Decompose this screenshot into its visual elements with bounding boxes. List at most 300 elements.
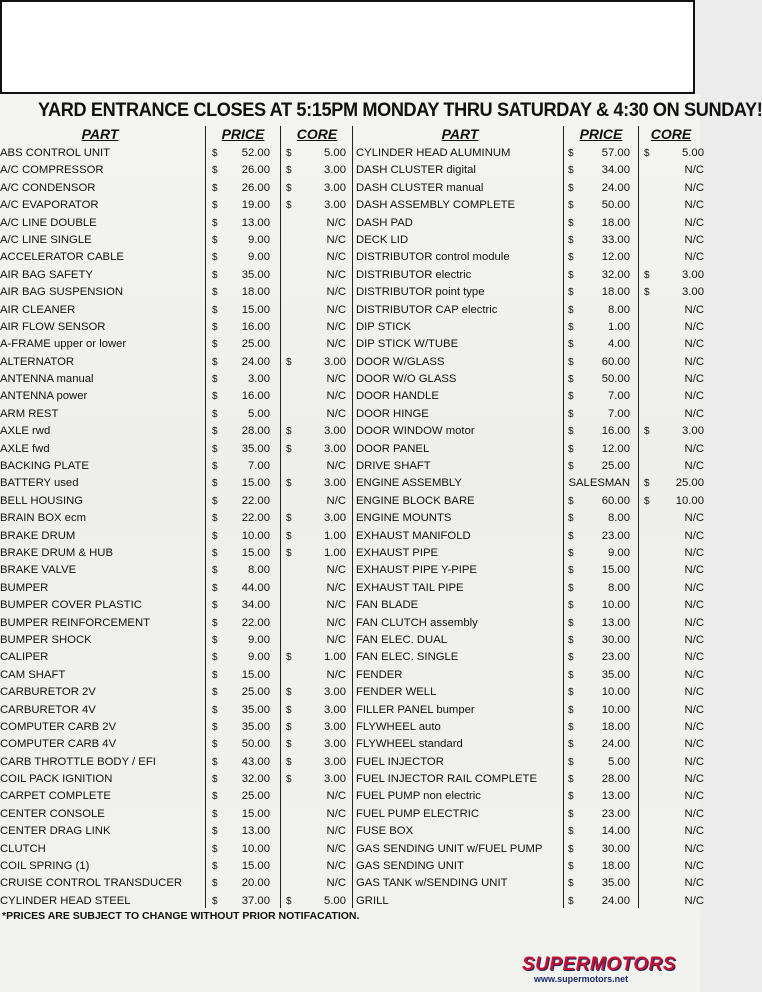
part-row: [356, 580, 704, 597]
part-price: 8.00: [608, 303, 630, 316]
price-dollar-sign: $: [568, 565, 574, 577]
core-charge: N/C: [326, 251, 346, 264]
price-dollar-sign: $: [212, 513, 218, 525]
core-dollar-sign: $: [644, 287, 650, 299]
core-charge: N/C: [326, 790, 346, 803]
core-charge: N/C: [684, 303, 704, 316]
part-price: 30.00: [601, 842, 630, 855]
part-price: 7.00: [248, 460, 270, 473]
part-price: 13.00: [241, 825, 270, 838]
core-dollar-sign: $: [644, 269, 650, 281]
part-row: [356, 336, 704, 353]
part-name: AIR BAG SUSPENSION: [0, 286, 124, 299]
core-charge: N/C: [326, 860, 346, 873]
part-price: 25.00: [241, 790, 270, 803]
price-dollar-sign: $: [568, 304, 574, 316]
part-name: ENGINE BLOCK BARE: [356, 494, 475, 507]
part-name: DRIVE SHAFT: [356, 460, 431, 473]
price-dollar-sign: $: [568, 287, 574, 299]
part-row: [0, 719, 352, 736]
part-name: FUEL INJECTOR: [356, 755, 444, 768]
price-dollar-sign: $: [212, 582, 218, 594]
price-dollar-sign: $: [212, 304, 218, 316]
supermotors-logo: [522, 954, 694, 986]
part-price: 20.00: [241, 877, 270, 890]
part-row: [356, 528, 704, 545]
price-dollar-sign: $: [212, 721, 218, 733]
part-row: [0, 632, 352, 649]
core-charge: N/C: [684, 564, 704, 577]
price-dollar-sign: $: [568, 791, 574, 803]
part-price: 18.00: [601, 286, 630, 299]
core-charge: N/C: [326, 268, 346, 281]
price-dollar-sign: $: [212, 739, 218, 751]
part-price: 28.00: [241, 425, 270, 438]
part-price: 15.00: [241, 303, 270, 316]
part-row: [0, 249, 352, 266]
core-charge: N/C: [326, 616, 346, 629]
part-row: [0, 528, 352, 545]
part-price: 35.00: [241, 720, 270, 733]
part-row: [356, 197, 704, 214]
part-name: CARBURETOR 4V: [0, 703, 96, 716]
core-charge: N/C: [326, 407, 346, 420]
price-dollar-sign: $: [568, 321, 574, 333]
price-dollar-sign: $: [212, 408, 218, 420]
part-name: GAS SENDING UNIT w/FUEL PUMP: [356, 842, 543, 855]
core-dollar-sign: $: [286, 704, 292, 716]
price-dollar-sign: $: [212, 843, 218, 855]
part-price: 12.00: [601, 442, 630, 455]
part-name: BATTERY used: [0, 477, 79, 490]
core-charge: N/C: [684, 894, 704, 907]
price-dollar-sign: $: [568, 878, 574, 890]
price-dollar-sign: $: [212, 426, 218, 438]
core-charge: N/C: [326, 494, 346, 507]
part-row: [0, 267, 352, 284]
part-name: BRAKE DRUM: [0, 529, 76, 542]
core-charge: 3.00: [324, 738, 346, 751]
part-row: [356, 806, 704, 823]
core-charge: N/C: [684, 164, 704, 177]
part-price: 13.00: [241, 216, 270, 229]
part-name: A/C COMPRESSOR: [0, 164, 104, 177]
part-name: BELL HOUSING: [0, 494, 84, 507]
part-row: [356, 736, 704, 753]
part-name: DASH PAD: [356, 216, 413, 229]
core-charge: N/C: [684, 407, 704, 420]
price-dollar-sign: $: [568, 200, 574, 212]
left-core-header: CORE: [296, 126, 338, 142]
price-dollar-sign: $: [568, 182, 574, 194]
core-charge: 3.00: [324, 355, 346, 368]
core-charge: N/C: [684, 651, 704, 664]
core-charge: N/C: [684, 355, 704, 368]
core-charge: 5.00: [324, 147, 346, 159]
part-name: DOOR W/GLASS: [356, 355, 445, 368]
price-dollar-sign: $: [212, 634, 218, 646]
price-dollar-sign: $: [568, 252, 574, 264]
part-row: [0, 336, 352, 353]
core-charge: N/C: [684, 460, 704, 473]
price-dollar-sign: $: [212, 287, 218, 299]
part-name: DISTRIBUTOR control module: [356, 251, 510, 264]
part-row: [356, 406, 704, 423]
part-row: [356, 180, 704, 197]
part-row: [0, 180, 352, 197]
part-name: CYLINDER HEAD ALUMINUM: [356, 147, 511, 159]
part-name: CYLINDER HEAD STEEL: [0, 894, 131, 907]
core-charge: 1.00: [324, 529, 346, 542]
price-dollar-sign: $: [568, 634, 574, 646]
price-dollar-sign: $: [212, 478, 218, 490]
part-row: [356, 267, 704, 284]
part-price: 19.00: [241, 199, 270, 212]
core-charge: N/C: [326, 633, 346, 646]
part-row: [0, 562, 352, 579]
part-price: 15.00: [241, 807, 270, 820]
part-price: 8.00: [248, 564, 270, 577]
core-charge: N/C: [684, 546, 704, 559]
core-charge: N/C: [684, 390, 704, 403]
part-name: DECK LID: [356, 233, 409, 246]
price-dollar-sign: $: [568, 495, 574, 507]
part-row: [0, 875, 352, 892]
part-name: GAS TANK w/SENDING UNIT: [356, 877, 508, 890]
part-row: [0, 702, 352, 719]
part-price: 22.00: [241, 512, 270, 525]
part-price: 15.00: [241, 668, 270, 681]
part-row: [356, 319, 704, 336]
price-dollar-sign: $: [212, 495, 218, 507]
core-charge: N/C: [684, 599, 704, 612]
part-name: CALIPER: [0, 651, 49, 664]
price-dollar-sign: $: [212, 148, 218, 159]
part-name: COIL SPRING (1): [0, 860, 90, 873]
part-row: [356, 145, 704, 162]
price-dollar-sign: $: [212, 356, 218, 368]
part-row: [356, 788, 704, 805]
part-price: 18.00: [601, 720, 630, 733]
part-price: 26.00: [241, 181, 270, 194]
part-price: 25.00: [241, 686, 270, 699]
price-dollar-sign: $: [212, 791, 218, 803]
core-charge: N/C: [684, 338, 704, 351]
part-name: DISTRIBUTOR point type: [356, 286, 485, 299]
part-price: 23.00: [601, 529, 630, 542]
core-charge: N/C: [326, 668, 346, 681]
part-name: AIR CLEANER: [0, 303, 76, 316]
core-charge: N/C: [326, 373, 346, 386]
part-name: BUMPER SHOCK: [0, 633, 92, 646]
part-name: FAN CLUTCH assembly: [356, 616, 478, 629]
price-dollar-sign: $: [212, 217, 218, 229]
part-row: [356, 667, 704, 684]
part-row: [0, 458, 352, 475]
part-row: [356, 441, 704, 458]
part-row: [356, 510, 704, 527]
core-charge: N/C: [684, 442, 704, 455]
core-charge: N/C: [684, 251, 704, 264]
part-row: [0, 197, 352, 214]
core-dollar-sign: $: [286, 148, 292, 159]
core-dollar-sign: $: [286, 774, 292, 786]
part-row: [0, 232, 352, 249]
part-row: [0, 493, 352, 510]
part-row: [0, 215, 352, 232]
left-part-header: PART: [81, 126, 119, 142]
price-dollar-sign: $: [212, 339, 218, 351]
part-name: DISTRIBUTOR CAP electric: [356, 303, 498, 316]
price-dollar-sign: $: [568, 148, 574, 159]
part-price: 23.00: [601, 651, 630, 664]
part-price: 60.00: [601, 494, 630, 507]
part-price: 33.00: [601, 233, 630, 246]
core-dollar-sign: $: [286, 443, 292, 455]
price-dollar-sign: $: [568, 600, 574, 612]
part-row: [0, 371, 352, 388]
part-row: [356, 875, 704, 892]
core-charge: 3.00: [682, 286, 704, 299]
core-charge: N/C: [684, 877, 704, 890]
part-price: 10.00: [241, 529, 270, 542]
part-price: 30.00: [601, 633, 630, 646]
part-name: ENGINE MOUNTS: [356, 512, 452, 525]
part-name: ABS CONTROL UNIT: [0, 147, 111, 159]
left-price-header: PRICE: [221, 126, 265, 142]
part-name: EXHAUST TAIL PIPE: [356, 581, 464, 594]
core-charge: N/C: [326, 581, 346, 594]
part-name: COMPUTER CARB 4V: [0, 738, 117, 751]
part-name: FENDER WELL: [356, 686, 437, 699]
core-dollar-sign: $: [286, 200, 292, 212]
part-name: COIL PACK IGNITION: [0, 773, 113, 786]
core-charge: 3.00: [324, 442, 346, 455]
core-charge: N/C: [684, 738, 704, 751]
part-name: CARB THROTTLE BODY / EFI: [0, 755, 156, 768]
part-row: [0, 615, 352, 632]
part-name: AIR FLOW SENSOR: [0, 320, 106, 333]
price-dollar-sign: $: [212, 252, 218, 264]
part-row: [0, 388, 352, 405]
part-name: FAN ELEC. DUAL: [356, 633, 448, 646]
core-charge: N/C: [684, 512, 704, 525]
part-price: 10.00: [601, 703, 630, 716]
part-price: 43.00: [241, 755, 270, 768]
part-row: [0, 806, 352, 823]
part-price: 9.00: [248, 651, 270, 664]
core-dollar-sign: $: [286, 356, 292, 368]
core-dollar-sign: $: [286, 530, 292, 542]
logo-url: www.supermotors.net: [534, 974, 629, 984]
core-charge: N/C: [326, 842, 346, 855]
core-dollar-sign: $: [286, 687, 292, 699]
price-dollar-sign: $: [212, 565, 218, 577]
part-price: 18.00: [241, 286, 270, 299]
part-price: 35.00: [241, 442, 270, 455]
core-charge: N/C: [684, 633, 704, 646]
right-part-header: PART: [441, 126, 479, 142]
part-row: [356, 719, 704, 736]
part-row: [356, 354, 704, 371]
price-dollar-sign: $: [212, 182, 218, 194]
price-dollar-sign: $: [212, 687, 218, 699]
price-dollar-sign: $: [212, 443, 218, 455]
part-name: CENTER CONSOLE: [0, 807, 105, 820]
core-charge: N/C: [326, 825, 346, 838]
price-dollar-sign: $: [568, 547, 574, 559]
core-charge: 10.00: [675, 494, 704, 507]
price-dollar-sign: $: [568, 843, 574, 855]
part-price: 57.00: [601, 147, 630, 159]
core-charge: 1.00: [324, 651, 346, 664]
price-dollar-sign: $: [212, 165, 218, 177]
price-dollar-sign: $: [568, 582, 574, 594]
part-name: FILLER PANEL bumper: [356, 703, 475, 716]
core-charge: N/C: [684, 755, 704, 768]
part-price: 18.00: [601, 860, 630, 873]
part-row: [0, 841, 352, 858]
core-charge: N/C: [684, 529, 704, 542]
part-name: CAM SHAFT: [0, 668, 66, 681]
part-name: A/C EVAPORATOR: [0, 199, 99, 212]
part-name: FLYWHEEL standard: [356, 738, 463, 751]
price-dollar-sign: $: [212, 774, 218, 786]
part-name: A-FRAME upper or lower: [0, 338, 127, 351]
right-core-header: CORE: [650, 126, 692, 142]
part-price: 9.00: [248, 233, 270, 246]
part-price: 32.00: [241, 773, 270, 786]
core-dollar-sign: $: [644, 495, 650, 507]
part-name: A/C LINE SINGLE: [0, 233, 92, 246]
core-charge: 3.00: [324, 755, 346, 768]
price-dollar-sign: $: [212, 878, 218, 890]
part-row: [0, 423, 352, 440]
part-name: DASH ASSEMBLY COMPLETE: [356, 199, 516, 212]
price-dollar-sign: $: [212, 600, 218, 612]
price-dollar-sign: $: [568, 391, 574, 403]
part-price: 9.00: [608, 546, 630, 559]
part-price: 10.00: [241, 842, 270, 855]
core-charge: N/C: [326, 303, 346, 316]
price-dollar-sign: $: [568, 269, 574, 281]
part-row: [356, 493, 704, 510]
part-row: [356, 423, 704, 440]
part-name: CENTER DRAG LINK: [0, 825, 111, 838]
part-price: 24.00: [601, 894, 630, 907]
core-charge: 3.00: [324, 512, 346, 525]
core-charge: 25.00: [675, 477, 704, 490]
core-charge: N/C: [326, 320, 346, 333]
price-dollar-sign: $: [568, 721, 574, 733]
part-price: 50.00: [601, 199, 630, 212]
part-name: FUEL PUMP non electric: [356, 790, 481, 803]
core-charge: 3.00: [682, 425, 704, 438]
part-price: 1.00: [608, 320, 630, 333]
part-row: [0, 754, 352, 771]
part-price: 8.00: [608, 512, 630, 525]
part-row: [0, 284, 352, 301]
core-charge: N/C: [684, 825, 704, 838]
part-name: DOOR HANDLE: [356, 390, 439, 403]
price-dollar-sign: $: [568, 513, 574, 525]
part-name: BUMPER COVER PLASTIC: [0, 599, 142, 612]
price-dollar-sign: $: [212, 826, 218, 838]
price-dollar-sign: $: [568, 861, 574, 873]
part-row: [356, 215, 704, 232]
part-name: AXLE rwd: [0, 425, 51, 438]
core-charge: N/C: [684, 686, 704, 699]
price-dollar-sign: $: [212, 391, 218, 403]
price-dollar-sign: $: [212, 530, 218, 542]
price-dollar-sign: $: [212, 756, 218, 768]
price-dollar-sign: $: [568, 426, 574, 438]
part-price: 35.00: [601, 877, 630, 890]
core-charge: 3.00: [324, 425, 346, 438]
price-dollar-sign: $: [568, 895, 574, 907]
core-charge: N/C: [684, 216, 704, 229]
price-dollar-sign: $: [212, 269, 218, 281]
part-row: [356, 545, 704, 562]
part-row: [356, 649, 704, 666]
price-dollar-sign: $: [568, 165, 574, 177]
part-name: ENGINE ASSEMBLY: [356, 477, 462, 490]
part-row: [356, 249, 704, 266]
price-dollar-sign: $: [568, 704, 574, 716]
part-row: [356, 371, 704, 388]
part-row: [356, 632, 704, 649]
part-row: [0, 858, 352, 875]
right-parts-list: [356, 145, 704, 910]
core-charge: 3.00: [324, 164, 346, 177]
price-dollar-sign: $: [212, 374, 218, 386]
part-row: [356, 841, 704, 858]
part-price: 15.00: [601, 564, 630, 577]
part-row: [356, 162, 704, 179]
core-charge: N/C: [326, 564, 346, 577]
part-row: [0, 684, 352, 701]
core-dollar-sign: $: [286, 478, 292, 490]
part-price: 13.00: [601, 616, 630, 629]
part-name: BRAIN BOX ecm: [0, 512, 87, 525]
core-charge: 5.00: [682, 147, 704, 159]
price-dollar-sign: $: [212, 669, 218, 681]
part-price: 28.00: [601, 773, 630, 786]
core-dollar-sign: $: [286, 721, 292, 733]
part-price: 25.00: [601, 460, 630, 473]
part-name: FUSE BOX: [356, 825, 414, 838]
price-dollar-sign: $: [212, 200, 218, 212]
part-price: 12.00: [601, 251, 630, 264]
part-price: 15.00: [241, 477, 270, 490]
core-charge: 1.00: [324, 546, 346, 559]
core-charge: N/C: [326, 390, 346, 403]
part-price: 5.00: [248, 407, 270, 420]
price-dollar-sign: $: [568, 756, 574, 768]
part-row: [0, 441, 352, 458]
core-charge: N/C: [684, 842, 704, 855]
part-price: 5.00: [608, 755, 630, 768]
part-name: FAN BLADE: [356, 599, 419, 612]
part-row: [0, 736, 352, 753]
core-charge: 3.00: [324, 720, 346, 733]
part-price: 25.00: [241, 338, 270, 351]
price-dollar-sign: $: [568, 461, 574, 473]
part-price: 52.00: [241, 147, 270, 159]
price-footnote: *PRICES ARE SUBJECT TO CHANGE WITHOUT PRIOR NOTIFACATION.: [2, 910, 360, 922]
part-price: 15.00: [241, 546, 270, 559]
core-charge: N/C: [684, 703, 704, 716]
